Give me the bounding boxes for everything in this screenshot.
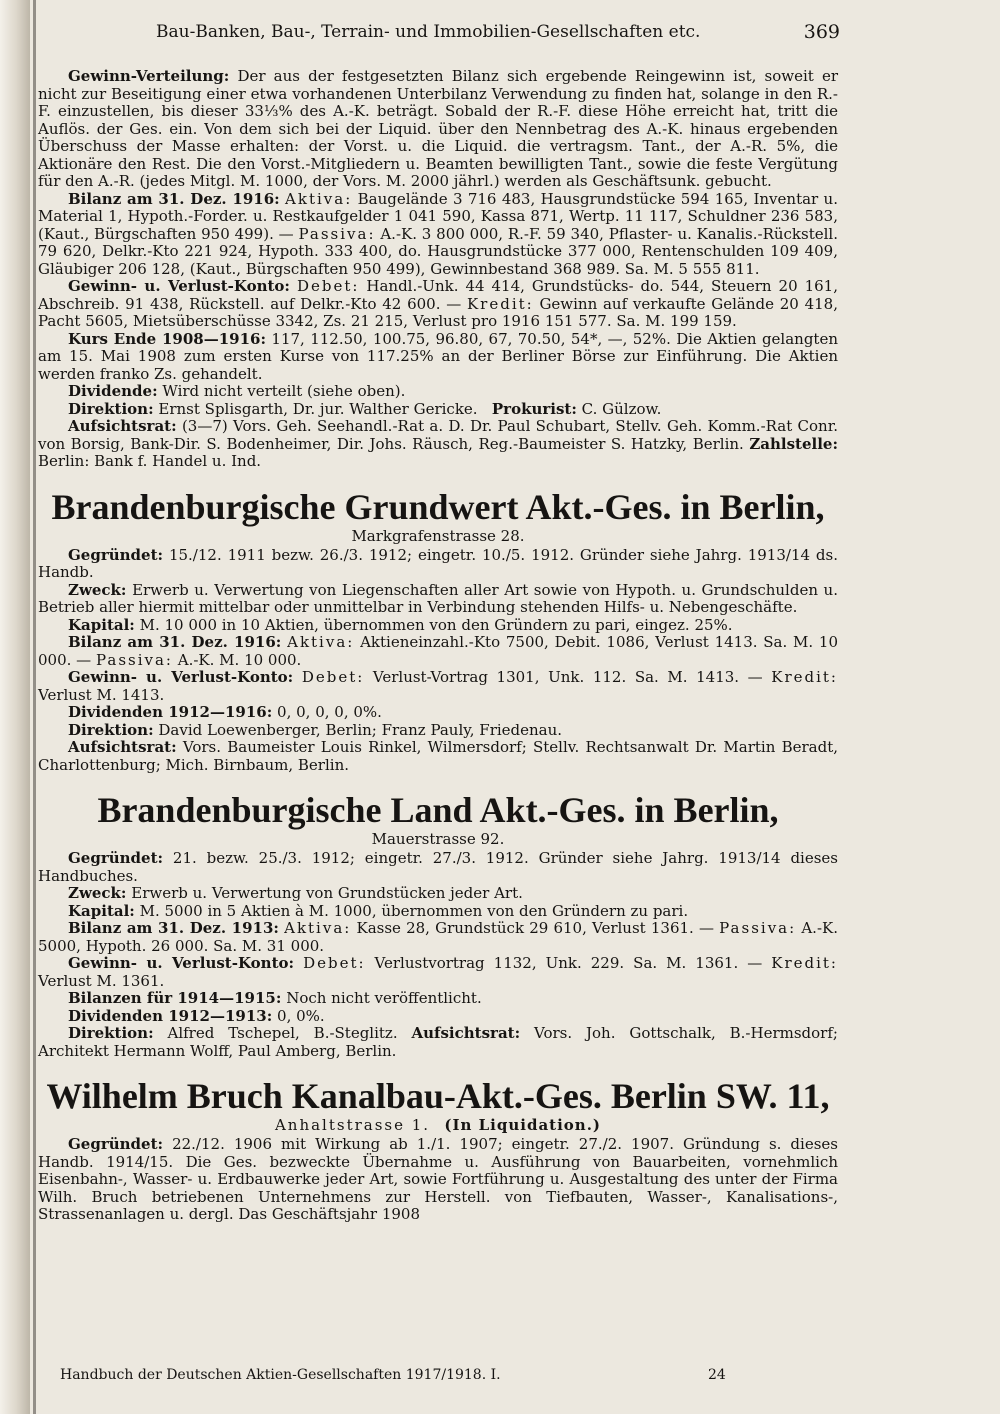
passiva-text: A.-K. M. 10 000.: [177, 650, 302, 669]
bilanz-label: Bilanz am 31. Dez. 1916:: [68, 189, 280, 208]
page-content: [38, 68, 838, 1224]
kapital-paragraph: [38, 903, 838, 921]
guv-paragraph: [38, 669, 838, 704]
prokurist-text: C. Gülzow.: [581, 399, 662, 418]
gegruendet-text: 15./12. 1911 bezw. 26./3. 1912; eingetr. 10./5. 1912. Gründer siehe Jahrg. 1913/14 ds. Handb.: [38, 545, 838, 581]
gutter-line: [33, 0, 36, 1414]
guv-paragraph: [38, 278, 838, 331]
previous-page-edge: [0, 0, 30, 1414]
debet-text: Verlust-Vortrag 1301, Unk. 112. Sa. M. 1413. —: [372, 668, 763, 686]
guv-label: Gewinn- u. Verlust-Konto:: [68, 277, 290, 295]
guv-paragraph: [38, 955, 838, 990]
prokurist-label: Prokurist:: [491, 399, 577, 418]
bilanz-paragraph: [38, 920, 838, 955]
zahlstelle-label: Zahlstelle:: [749, 434, 838, 453]
bilanz-paragraph: [38, 634, 838, 669]
kurs-paragraph: [38, 331, 838, 384]
kurs-text: 117, 112.50, 100.75, 96.80, 67, 70.50, 54*, —, 52%. Die Aktien gelangten am 15. Mai 1908 zum ersten Kurse von 117.25% an der Berliner Börse zur Einführung. Die Aktien werden franko Zs. gehandelt.: [38, 329, 838, 383]
passiva-text: A.-K. 5000, Hypoth. 26 000. Sa. M. 31 000.: [38, 919, 838, 955]
dividende-text: Wird nicht verteilt (siehe oben).: [162, 382, 406, 400]
aufsichtsrat-text: Vors. Baumeister Louis Rinkel, Wilmersdorf; Stellv. Rechtsanwalt Dr. Martin Beradt, Charlottenburg; Mich. Birnbaum, Berlin.: [38, 738, 838, 774]
guv-label: Gewinn- u. Verlust-Konto:: [68, 954, 295, 972]
company-entry-land: [38, 790, 838, 1060]
aktiva-text: Kasse 28, Grundstück 29 610, Verlust 1361. —: [356, 919, 714, 937]
kredit-text: Verlust M. 1413.: [38, 685, 165, 704]
kapital-paragraph: [38, 617, 838, 635]
zweck-label: Zweck:: [68, 580, 127, 599]
bilanz-label: Bilanz am 31. Dez. 1916:: [68, 633, 282, 651]
debet-label: Debet:: [296, 277, 360, 295]
company-address: Markgrafenstrasse 28.: [351, 526, 525, 545]
gegruendet-label: Gegründet:: [68, 849, 164, 867]
company-address-line: [38, 1116, 838, 1134]
aufsichtsrat-paragraph: [38, 739, 838, 774]
direktion-label: Direktion:: [68, 1024, 154, 1042]
liquidation-note: (In Liquidation.): [444, 1116, 602, 1134]
aktiva-text: Aktieneinzahl.-Kto 7500, Debit. 1086, Verlust 1413. Sa. M. 10 000. —: [38, 633, 838, 669]
zahlstelle-text: Berlin: Bank f. Handel u. Ind.: [38, 452, 262, 470]
gewinn-verteilung-label: Gewinn-Verteilung:: [68, 67, 230, 85]
kapital-label: Kapital:: [68, 615, 135, 634]
page-number: 369: [803, 21, 840, 43]
bilanz-label: Bilanz am 31. Dez. 1913:: [68, 919, 279, 937]
aktiva-text: Baugelände 3 716 483, Hausgrundstücke 594 165, Inventar u. Material 1, Hypoth.-Forder. u. Restkaufgelder 1 041 590, Kassa 871, Wertp. 11 117, Schuldner 236 583, (Kaut., Bürgschaften 950 499). —: [38, 189, 838, 243]
company-entry-grundwert: [38, 487, 838, 775]
company-address: Anhaltstrasse 1.: [274, 1116, 431, 1134]
direktion-paragraph: [38, 722, 838, 740]
gewinn-verteilung-text: Der aus der festgesetzten Bilanz sich ergebende Reingewinn ist, soweit er nicht zur Beseitigung einer etwa vorhandenen Unterbilanz Verwendung zu finden hat, solange in den R.-F. einzustellen, bis dieser 33⅓% des A.-K. beträgt. Sobald der R.-F. diese Höhe erreicht hat, tritt die Auflös. der Ges. ein. Von dem sich bei der Liquid. über den Nennbetrag des A.-K. hinaus ergebenden Überschuss der Masse erhalten: der Vorst. u. die Liquid. die vertragsm. Tant., der A.-R. 5%, die Aktionäre den Rest. Die den Vorst.-Mitgliedern u. Beamten bewilligten Tant., sowie die feste Vergütung für den A.-R. (jedes Mitgl. M. 1000, der Vors. M. 2000 jährl.) werden als Geschäftsunk. gebucht.: [38, 67, 838, 190]
gegruendet-paragraph: [38, 850, 838, 885]
kapital-text: M. 10 000 in 10 Aktien, übernommen von den Gründern zu pari, eingez. 25%.: [139, 615, 733, 634]
dividenden-text: 0, 0, 0, 0, 0%.: [277, 703, 382, 721]
signature-mark: 24: [708, 1367, 726, 1383]
footer-title: Handbuch der Deutschen Aktien-Gesellschaften 1917/1918. I.: [60, 1367, 501, 1383]
company-address: Mauerstrasse 92.: [371, 830, 505, 848]
direktion-label: Direktion:: [68, 399, 154, 418]
debet-label: Debet:: [303, 954, 366, 972]
aufsichtsrat-label: Aufsichtsrat:: [68, 738, 177, 756]
dividende-label: Dividende:: [68, 382, 158, 400]
dividende-paragraph: [38, 383, 838, 401]
zweck-text: Erwerb u. Verwertung von Liegenschaften aller Art sowie von Hypoth. u. Grundschulden u. Betrieb aller hiermit mittelbar oder unmittelbar in Verbindung stehenden Hilfs- u. Nebengeschäfte.: [38, 580, 838, 616]
kredit-label: Kredit:: [466, 294, 534, 313]
direktion-paragraph: [38, 401, 838, 419]
gegruendet-text: 22./12. 1906 mit Wirkung ab 1./1. 1907; eingetr. 27./2. 1907. Gründung s. dieses Handb. 1914/15. Die Ges. bezweckte Übernahme u. Ausführung von Bauarbeiten, vornehmlich Eisenbahn-, Wasser- u. Erdbauwerke jeder Art, sowie Fortführung u. Ausgestaltung des unter der Firma Wilh. Bruch betriebenen Unternehmens zur Herstell. von Tiefbauten, Wasser-, Kanalisations-, Strassenanlagen u. dergl. Das Geschäftsjahr 1908: [38, 1135, 838, 1223]
kapital-text: M. 5000 in 5 Aktien à M. 1000, übernommen von den Gründern zu pari.: [139, 901, 689, 920]
aktiva-label: Aktiva:: [287, 633, 355, 651]
debet-label: Debet:: [301, 668, 365, 686]
kredit-text: Gewinn auf verkaufte Gelände 20 418, Pacht 5605, Mietsüberschüsse 3342, Zs. 21 215, Verlust pro 1916 151 577. Sa. M. 199 159.: [38, 294, 838, 330]
company-entry-bruch: [38, 1076, 838, 1224]
kapital-label: Kapital:: [68, 901, 135, 920]
direktion-label: Direktion:: [68, 720, 154, 739]
zweck-paragraph: [38, 582, 838, 617]
dividenden-text: 0, 0%.: [277, 1006, 325, 1025]
direktion-paragraph: [38, 1025, 838, 1060]
gegruendet-label: Gegründet:: [68, 545, 164, 564]
dividenden-label: Dividenden 1912—1913:: [68, 1006, 273, 1025]
direktion-text: Ernst Splisgarth, Dr. jur. Walther Gericke.: [158, 399, 478, 418]
zweck-paragraph: [38, 885, 838, 903]
guv-label: Gewinn- u. Verlust-Konto:: [68, 668, 294, 686]
aktiva-label: Aktiva:: [284, 919, 352, 937]
debet-text: Verlustvortrag 1132, Unk. 229. Sa. M. 1361. —: [374, 954, 763, 972]
kredit-label: Kredit:: [771, 668, 838, 686]
intro-entry: [38, 68, 838, 471]
aktiva-label: Aktiva:: [285, 189, 353, 208]
kurs-label: Kurs Ende 1908—1916:: [68, 329, 267, 348]
zweck-label: Zweck:: [68, 884, 127, 902]
gegruendet-paragraph: [38, 547, 838, 582]
dividenden-label: Dividenden 1912—1916:: [68, 703, 273, 721]
aufsichtsrat-text: Vors. Joh. Gottschalk, B.-Hermsdorf; Architekt Hermann Wolff, Paul Amberg, Berlin.: [38, 1024, 838, 1060]
direktion-text: Alfred Tschepel, B.-Steglitz.: [167, 1024, 398, 1042]
passiva-text: A.-K. 3 800 000, R.-F. 59 340, Pflaster- u. Kanalis.-Rückstell. 79 620, Delkr.-Kto 221 924, Hypoth. 333 400, do. Hausgrundstücke 377 000, Rentenschulden 109 409, Gläubiger 206 128, (Kaut., Bürgschaften 950 499), Gewinnbestand 368 989. Sa. M. 5 555 811.: [38, 224, 838, 278]
running-head: Bau-Banken, Bau-, Terrain- und Immobilien-Gesellschaften etc.: [156, 22, 701, 42]
debet-text: Handl.-Unk. 44 414, Grundstücks- do. 544, Steuern 20 161, Abschreib. 91 438, Rückstell. auf Delkr.-Kto 42 600. —: [38, 277, 838, 313]
dividenden-paragraph: [38, 704, 838, 722]
company-title: Wilhelm Bruch Kanalbau-Akt.-Ges. Berlin SW. 11,: [46, 1076, 830, 1116]
passiva-label: Passiva:: [95, 650, 173, 669]
aufsichtsrat-text: (3—7) Vors. Geh. Seehandl.-Rat a. D. Dr. Paul Schubart, Stellv. Geh. Komm.-Rat Conr. von Borsig, Bank-Dir. S. Bodenheimer, Dir. Johs. Räusch, Reg.-Baumeister S. Hatzky, Berlin.: [38, 417, 838, 453]
bilanzen-label: Bilanzen für 1914—1915:: [68, 989, 282, 1007]
zweck-text: Erwerb u. Verwertung von Grundstücken jeder Art.: [131, 884, 523, 902]
gegruendet-text: 21. bezw. 25./3. 1912; eingetr. 27./3. 1912. Gründer siehe Jahrg. 1913/14 dieses Handbuches.: [38, 849, 838, 885]
aufsichtsrat-paragraph: [38, 418, 838, 471]
aufsichtsrat-label: Aufsichtsrat:: [68, 417, 177, 435]
company-title: Brandenburgische Land Akt.-Ges. in Berlin,: [97, 790, 779, 830]
bilanz-paragraph: [38, 191, 838, 279]
company-title: Brandenburgische Grundwert Akt.-Ges. in Berlin,: [51, 486, 825, 527]
passiva-label: Passiva:: [719, 919, 797, 937]
bilanzen-text: Noch nicht veröffentlicht.: [286, 989, 482, 1007]
kredit-label: Kredit:: [771, 954, 838, 972]
gegruendet-label: Gegründet:: [68, 1135, 164, 1153]
gegruendet-paragraph: [38, 1136, 838, 1224]
gewinn-verteilung-paragraph: [38, 68, 838, 191]
aufsichtsrat-label: Aufsichtsrat:: [411, 1024, 521, 1042]
bilanzen-paragraph: [38, 990, 838, 1008]
kredit-text: Verlust M. 1361.: [38, 971, 165, 990]
direktion-text: David Loewenberger, Berlin; Franz Pauly, Friedenau.: [158, 720, 563, 739]
dividenden-paragraph: [38, 1008, 838, 1026]
passiva-label: Passiva:: [298, 224, 376, 243]
